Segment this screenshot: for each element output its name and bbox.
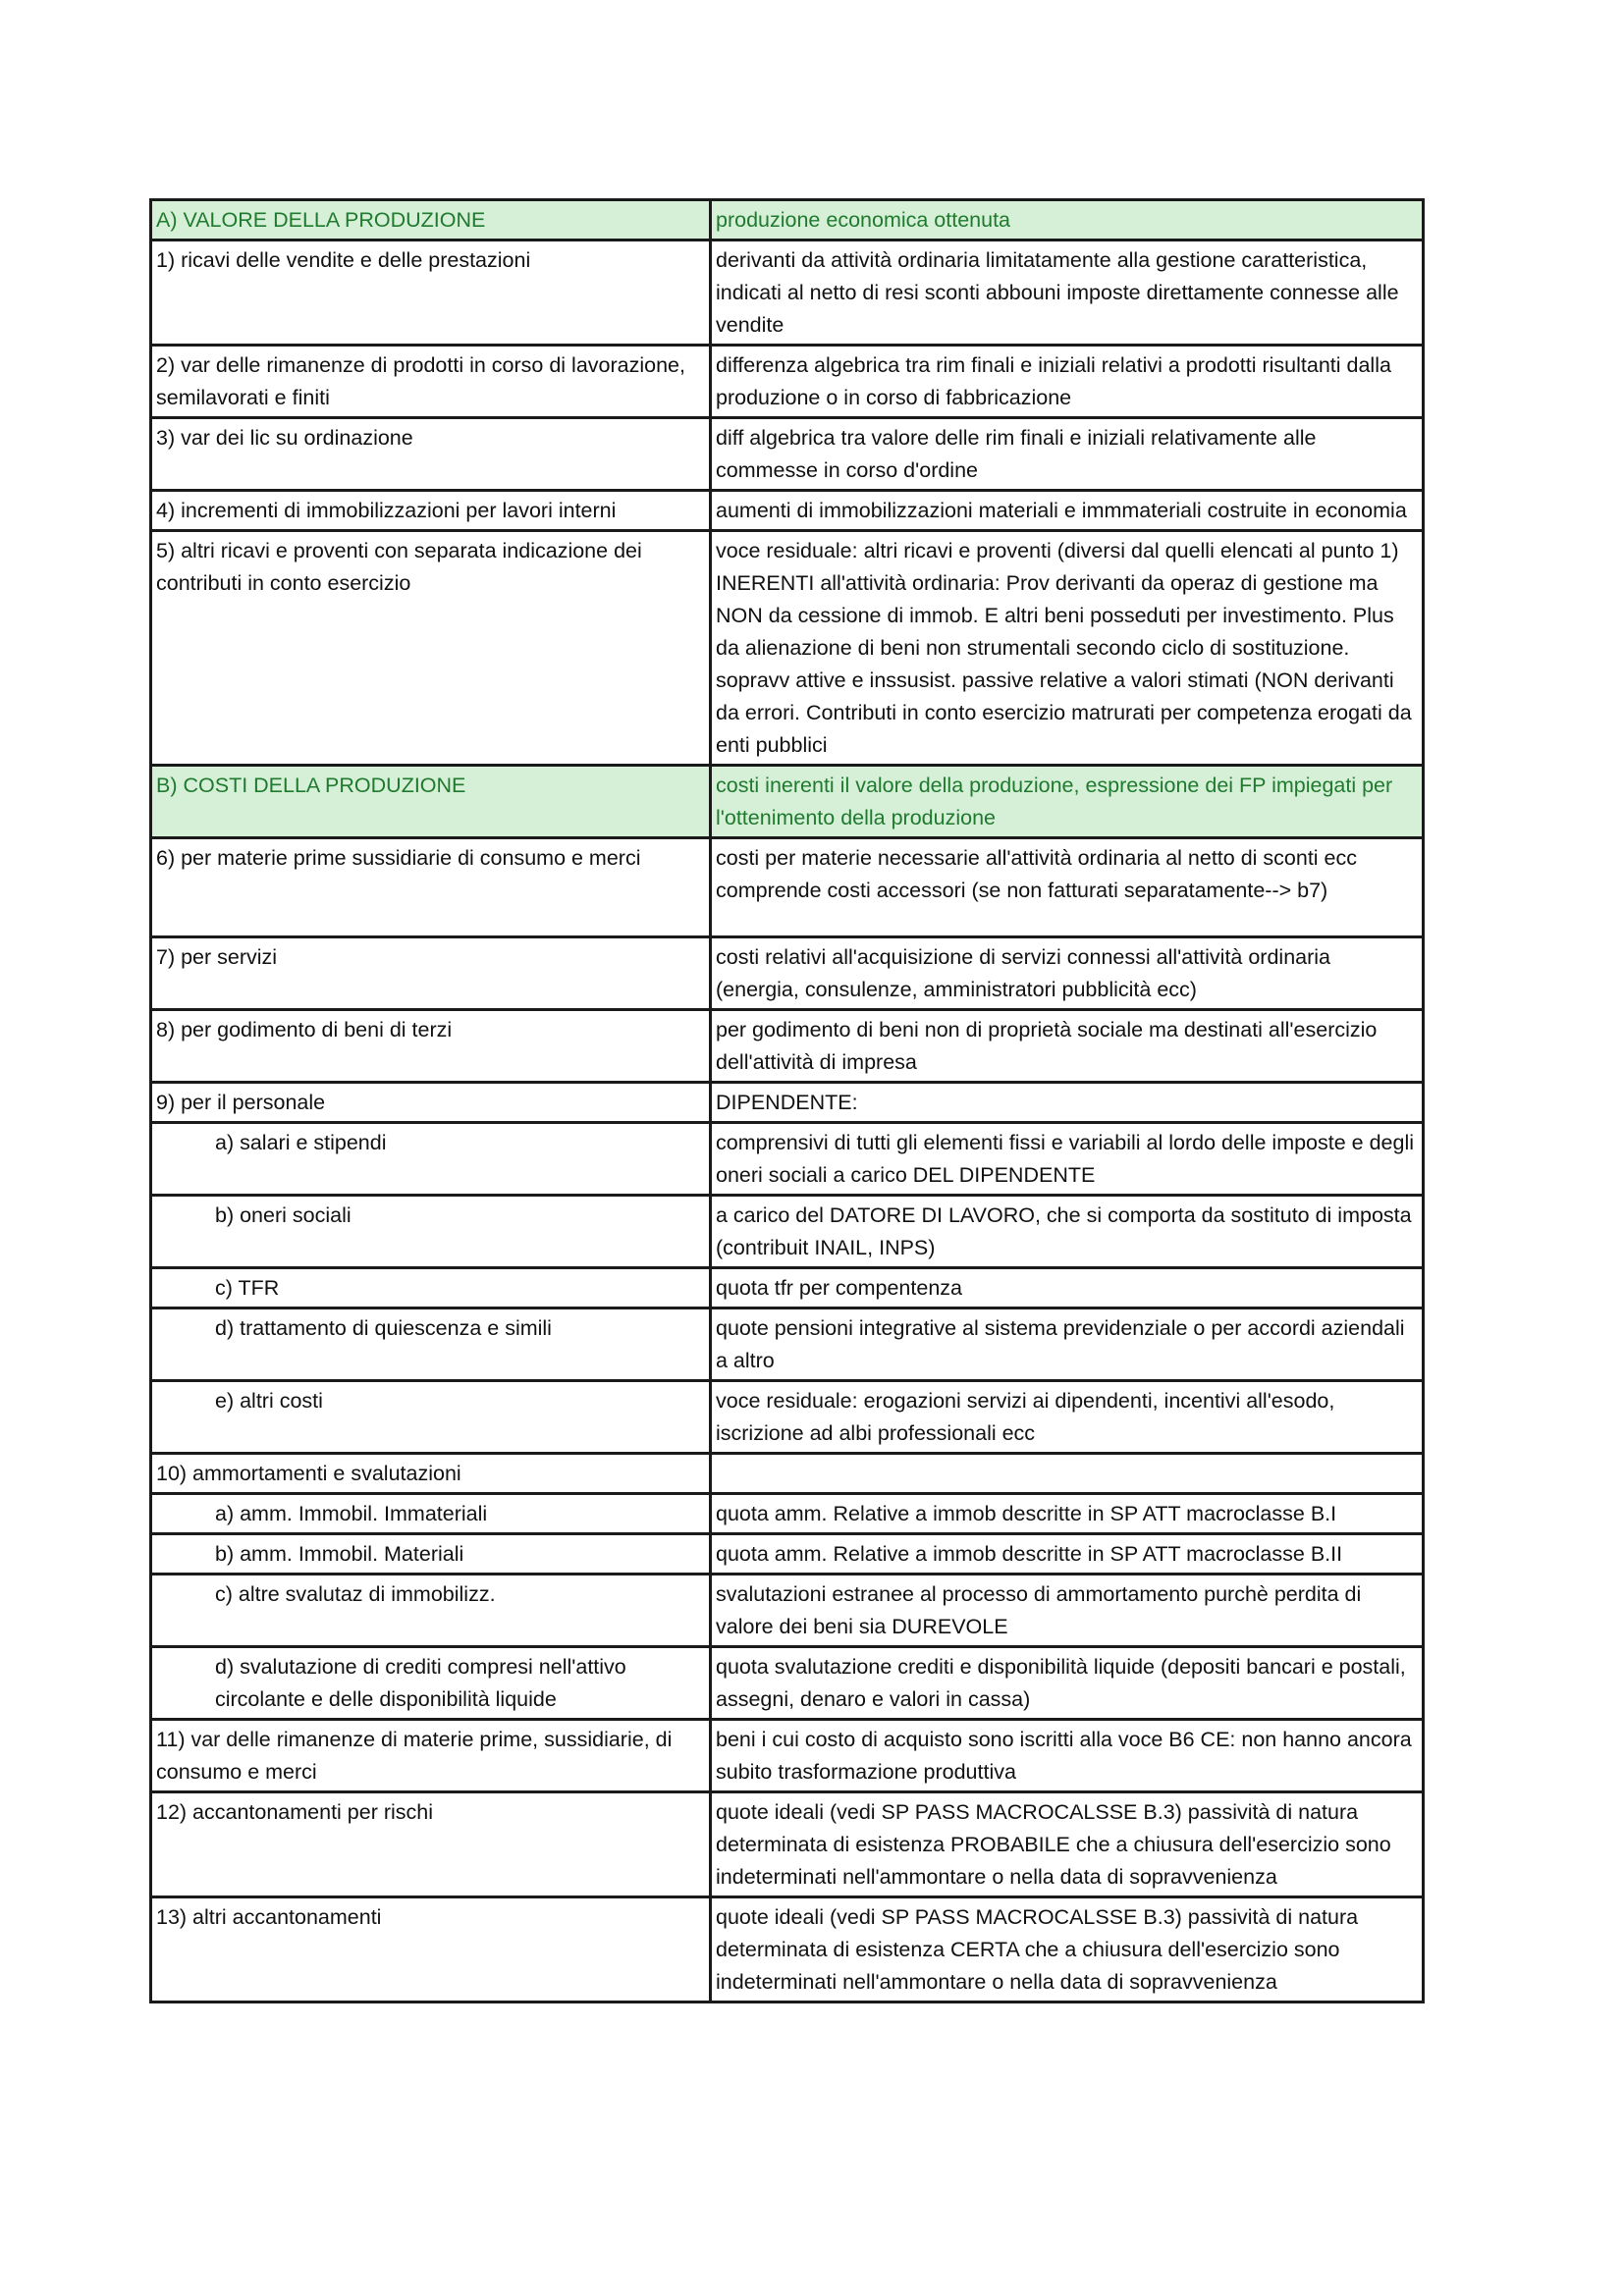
row-label: 1) ricavi delle vendite e delle prestazioni — [151, 240, 711, 346]
row-label: a) amm. Immobil. Immateriali — [151, 1494, 711, 1534]
row-label: 7) per servizi — [151, 937, 711, 1010]
table-row — [151, 346, 1424, 418]
table-row — [151, 1454, 1424, 1494]
row-label: c) TFR — [151, 1268, 711, 1308]
row-label: 4) incrementi di immobilizzazioni per lavori interni — [151, 491, 711, 531]
table-row — [151, 937, 1424, 1010]
table-row — [151, 1897, 1424, 2002]
row-description: costi relativi all'acquisizione di servizi connessi all'attività ordinaria (energia, consulenze, amministratori pubblicità ecc) — [711, 937, 1424, 1010]
row-label: a) salari e stipendi — [151, 1123, 711, 1196]
table-row — [151, 1575, 1424, 1647]
table-row — [151, 1792, 1424, 1897]
row-label: 12) accantonamenti per rischi — [151, 1792, 711, 1897]
row-description: svalutazioni estranee al processo di ammortamento purchè perdita di valore dei beni sia DUREVOLE — [711, 1575, 1424, 1647]
table-row — [151, 1534, 1424, 1575]
row-description: derivanti da attività ordinaria limitatamente alla gestione caratteristica, indicati al netto di resi sconti abbouni imposte direttamente connesse alle vendite — [711, 240, 1424, 346]
table-row — [151, 1308, 1424, 1381]
table-row — [151, 418, 1424, 491]
table-row — [151, 1647, 1424, 1720]
table-row — [151, 1381, 1424, 1454]
document-sheet — [149, 198, 1422, 2003]
table-row — [151, 1010, 1424, 1083]
row-label: c) altre svalutaz di immobilizz. — [151, 1575, 711, 1647]
row-label: 2) var delle rimanenze di prodotti in corso di lavorazione, semilavorati e finiti — [151, 346, 711, 418]
row-description: costi per materie necessarie all'attività ordinaria al netto di sconti ecc comprende costi accessori (se non fatturati separatamente--> b7) — [711, 838, 1424, 937]
row-description: differenza algebrica tra rim finali e iniziali relativi a prodotti risultanti dalla produzione o in corso di fabbricazione — [711, 346, 1424, 418]
table-body — [151, 200, 1424, 2002]
table-row — [151, 240, 1424, 346]
row-description: voce residuale: altri ricavi e proventi (diversi dal quelli elencati al punto 1) INERENTI all'attività ordinaria: Prov derivanti da operaz di gestione ma NON da cessione di immob. E altri beni posseduti per investimento. Plus da alienazione di beni non strumentali secondo ciclo di sostituzione. sopravv attive e inssusist. passive relative a valori stimati (NON derivanti da errori. Contributi in conto esercizio matrurati per competenza erogati da enti pubblici — [711, 531, 1424, 766]
row-label: 6) per materie prime sussidiarie di consumo e merci — [151, 838, 711, 937]
row-description: DIPENDENTE: — [711, 1083, 1424, 1123]
row-label: 3) var dei lic su ordinazione — [151, 418, 711, 491]
row-label: 9) per il personale — [151, 1083, 711, 1123]
section-row-b — [151, 766, 1424, 838]
row-description: per godimento di beni non di proprietà sociale ma destinati all'esercizio dell'attività di impresa — [711, 1010, 1424, 1083]
table-row — [151, 1720, 1424, 1792]
table-row — [151, 1494, 1424, 1534]
row-description: quote pensioni integrative al sistema previdenziale o per accordi aziendali a altro — [711, 1308, 1424, 1381]
row-label: 11) var delle rimanenze di materie prime, sussidiarie, di consumo e merci — [151, 1720, 711, 1792]
row-label: b) amm. Immobil. Materiali — [151, 1534, 711, 1575]
table-row — [151, 491, 1424, 531]
table-row — [151, 1268, 1424, 1308]
row-description: quote ideali (vedi SP PASS MACROCALSSE B.3) passività di natura determinata di esistenza PROBABILE che a chiusura dell'esercizio sono indeterminati nell'ammontare o nella data di sopravvenienza — [711, 1792, 1424, 1897]
row-label: e) altri costi — [151, 1381, 711, 1454]
row-label: b) oneri sociali — [151, 1196, 711, 1268]
table-row — [151, 531, 1424, 766]
table-row — [151, 1123, 1424, 1196]
row-description: beni i cui costo di acquisto sono iscritti alla voce B6 CE: non hanno ancora subito trasformazione produttiva — [711, 1720, 1424, 1792]
row-description: aumenti di immobilizzazioni materiali e immmateriali costruite in economia — [711, 491, 1424, 531]
row-label: 8) per godimento di beni di terzi — [151, 1010, 711, 1083]
row-description: costi inerenti il valore della produzione, espressione dei FP impiegati per l'ottenimento della produzione — [711, 766, 1424, 838]
row-label: 5) altri ricavi e proventi con separata indicazione dei contributi in conto esercizio — [151, 531, 711, 766]
row-description: quota tfr per compentenza — [711, 1268, 1424, 1308]
table-row — [151, 838, 1424, 937]
row-description: quote ideali (vedi SP PASS MACROCALSSE B.3) passività di natura determinata di esistenza CERTA che a chiusura dell'esercizio sono indeterminati nell'ammontare o nella data di sopravvenienza — [711, 1897, 1424, 2002]
row-description: quota amm. Relative a immob descritte in SP ATT macroclasse B.I — [711, 1494, 1424, 1534]
row-description: quota amm. Relative a immob descritte in SP ATT macroclasse B.II — [711, 1534, 1424, 1575]
table-row — [151, 1196, 1424, 1268]
row-description — [711, 1454, 1424, 1494]
row-description: voce residuale: erogazioni servizi ai dipendenti, incentivi all'esodo, iscrizione ad albi professionali ecc — [711, 1381, 1424, 1454]
row-description: quota svalutazione crediti e disponibilità liquide (depositi bancari e postali, assegni, denaro e valori in cassa) — [711, 1647, 1424, 1720]
table-row — [151, 1083, 1424, 1123]
row-label: d) svalutazione di crediti compresi nell'attivo circolante e delle disponibilità liquide — [151, 1647, 711, 1720]
row-description: a carico del DATORE DI LAVORO, che si comporta da sostituto di imposta (contribuit INAIL, INPS) — [711, 1196, 1424, 1268]
row-description: diff algebrica tra valore delle rim finali e iniziali relativamente alle commesse in corso d'ordine — [711, 418, 1424, 491]
row-label: 13) altri accantonamenti — [151, 1897, 711, 2002]
row-description: comprensivi di tutti gli elementi fissi e variabili al lordo delle imposte e degli oneri sociali a carico DEL DIPENDENTE — [711, 1123, 1424, 1196]
row-label: 10) ammortamenti e svalutazioni — [151, 1454, 711, 1494]
row-label: d) trattamento di quiescenza e simili — [151, 1308, 711, 1381]
row-label: A) VALORE DELLA PRODUZIONE — [151, 200, 711, 240]
row-label: B) COSTI DELLA PRODUZIONE — [151, 766, 711, 838]
conto-economico-table — [149, 198, 1425, 2003]
row-description: produzione economica ottenuta — [711, 200, 1424, 240]
section-row-a — [151, 200, 1424, 240]
